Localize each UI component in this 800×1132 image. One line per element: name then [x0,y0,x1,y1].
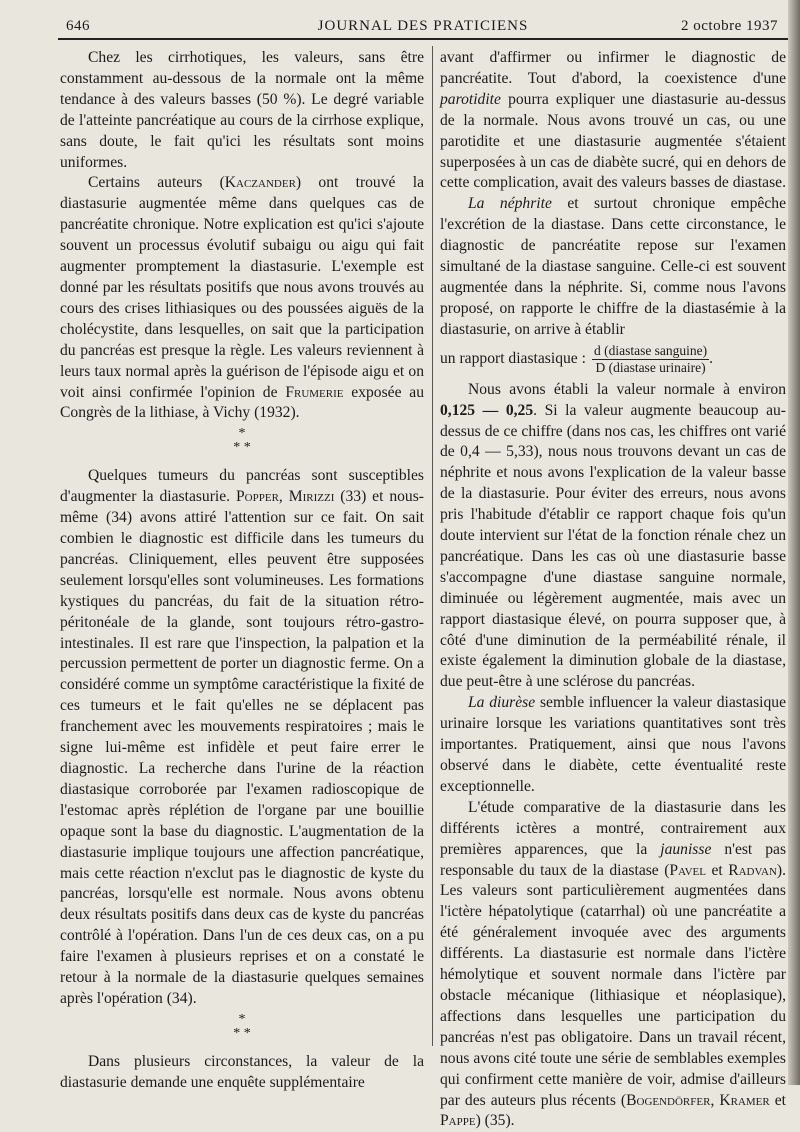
paragraph [440,798,786,1132]
formula-end: . [709,349,714,367]
text-run: Certains auteurs ( [88,174,225,192]
emphasis: La néphrite [468,195,552,213]
left-column [60,48,424,1094]
formula-label: un rapport diastasique : [440,349,586,367]
text-run: Nous avons établi la valeur normale à environ [468,380,786,398]
author-name: Pappe [440,1112,476,1130]
page-header [58,14,788,38]
bold-value: 0,125 — 0,25 [440,401,534,419]
fraction-numerator: d (diastase sanguine) [593,342,708,358]
paragraph: Chez les cirrhotiques, les valeurs, sans être constamment au-dessous de la normale ont la même tendance à des valeurs basses (50 %). Le degré variable de l'atteinte pancréatique au cours de la cirrhose explique, sans doute, le fait qu'ici les résultats sont moins uniformes. [60,49,424,171]
header-rule [58,38,788,40]
text-run: et surtout chronique empêche l'excrétion de la diastase. Dans cette circonstance, le diagnostic de pancréatite repose sur l'examen simultané de la diastase sanguine. Celle-ci est souvent augmentée dans la néphrite. Si, comme nous l'avons proposé, on rapporte le chiffre de la diastasémie à la diastasurie, on arrive à établir [440,195,786,338]
author-name: Frumerie [285,383,344,401]
text-run: et [769,1091,787,1109]
page-number: 646 [66,18,90,34]
paragraph: Dans plusieurs circonstances, la valeur de la diastasurie demande une enquête supplémentaire [60,1052,424,1091]
author-name: Radvan [728,861,777,879]
text-run: pourra expliquer une diastasurie au-dessus de la normale. Nous avons trouvé un cas, ou une parotidite et une diastasurie augmentée s'étaient superposées à un cas de diabète sucré, qui en dehors de cette complication, avait des valeurs basses de diastase. [440,90,786,192]
text-run: L'étude comparative de la diastasurie dans les différents ictères a montré, contrairement aux premières apparences, que la [440,798,786,858]
diastasic-ratio-formula [440,343,786,376]
section-separator [60,424,424,466]
text-run: et [706,861,729,879]
text-run: . Si la valeur augmente beaucoup au-dessus de ce chiffre (dans nos cas, les chiffres ont varié de 0,4 — 5,33), nous nous trouvons devant un cas de néphrite et nous avons l'explication de la valeur basse de la diastasurie. Pour éviter des erreurs, nous avons pris l'habitude d'établir ce rapport chaque fois qu'un doute intervient sur l'état de la fonction rénale chez un pancréatique. Dans les cas où une diastasurie basse s'accompagne d'une diastase sanguine normale, diminuée ou légèrement augmentée, mais avec un rapport diastasique élevé, on pourra supposer que, à côté d'une diminution de la perméabilité rénale, il existe également la diminution globale de la diastase, due peut-être à une sclérose du pancréas. [440,401,786,691]
author-name: Popper [236,488,279,506]
author-name: Pavel [669,861,706,879]
text-run: ) ont trouvé la diastasurie augmentée même dans quelques cas de pancréatite chronique. Notre explication est qu'ici s'ajoute souvent un processus évolutif subaigu ou aigu qui fait augmenter promptement la diastasurie. L'exemple est donné par les résultats positifs que nous avons trouvés au cours des crises lithiasiques ou des poussées aiguës de la cholécystite, dans lesquelles, on sait que la participation du pancréas est presque la règle. Les valeurs reviennent à leurs taux normal après la guérison de l'épisode aigu et on voit ainsi confirmée l'opinion de [60,174,424,401]
asterism-bottom: * * [233,1025,251,1041]
author-name: Kaczander [224,174,296,192]
text-run: (33) et nous-même (34) avons attiré l'attention sur ce fait. On sait combien le diagnostic est difficile dans les tumeurs du pancréas. Cliniquement, elles peuvent être supposées seulement lorsqu'elles sont volumineuses. Les formations kystiques du pancréas, du fait de la situation rétro-péritonéale de la glande, sont toujours rétro-gastro-intestinales. Il est rare que l'inspection, la palpation et la percussion permettent de porter un diagnostic ferme. On a considéré comme un symptôme caractéristique la fixité de ces tumeurs et le fait qu'elles ne se déplacent pas franchement avec les mouvements respiratoires ; mais le signe lui-même est infidèle et peut faire errer le diagnostic. La recherche dans l'urine de la réaction diastasique corroborée par l'examen radioscopique de l'estomac après réplétion de l'organe par une bouillie opaque sont la base du diagnostic. L'augmentation de la diastasurie implique toujours une affection pancréatique, mais cette réaction n'exclut pas le diagnostic de kyste du pancréas, lorsqu'elle est normale. Nous avons obtenu deux résultats positifs dans deux cas de kyste du pancréas contrôlé à l'opération. Dans l'un de ces deux cas, on a pu faire l'examen à plusieurs reprises et on a constaté le retour à la normale de la diastasurie quelques semaines après l'opération (34). [60,488,424,1007]
author-name: Kramer [719,1091,770,1109]
paragraph [440,380,786,694]
emphasis: parotidite [440,90,501,108]
paragraph [60,466,424,1010]
emphasis: La diurèse [468,694,536,712]
asterism-bottom: * * [233,440,251,456]
text-run: , [710,1091,720,1109]
journal-title: JOURNAL DES PRATICIENS [317,18,529,34]
issue-date: 2 octobre 1937 [681,18,778,34]
section-separator [60,1010,424,1052]
column-divider [432,46,433,1046]
paragraph [440,48,786,194]
right-column [440,48,786,1132]
page-edge-shadow [788,0,800,1085]
emphasis: jaunisse [660,840,712,858]
author-name: Mirizzi [288,488,335,506]
text-run: , [278,488,289,506]
text-run: ). Les valeurs sont particulièrement augmentées dans l'ictère hépatolytique (catarrhal) où une pancréatite a été généralement invoquée avec des arguments différents. La diastasurie est normale dans l'ictère hémolytique et souvent normale dans l'ictère par obstacle mécanique (lithiasique et néoplasique), affections dans lesquelles une participation du pancréas n'est pas obligatoire. Dans un travail récent, nous avons cité toute une série de semblables exemples qui confirment cette manière de voir, admise d'ailleurs par des auteurs plus récents ( [440,861,786,1109]
author-name: Bogendörfer [626,1091,711,1109]
text-run: exposée au Congrès de la lithiase, à Vichy (1932). [60,383,424,422]
asterism-top: * [238,426,246,442]
paragraph [440,194,786,340]
fraction [592,343,709,376]
text-run: ) (35). [475,1112,515,1130]
paragraph [60,173,424,424]
text-run: avant d'affirmer ou infirmer le diagnostic de pancréatite. Tout d'abord, la coexistence d'une [440,49,786,87]
text-run: semble influencer la valeur diastasique urinaire lorsque les variations quantitatives sont très importantes. Pratiquement, ainsi que nous l'avons observé dans le diabète, cette éventualité reste exceptionnelle. [440,694,786,795]
text-run: n'est pas responsable du taux de la diastase ( [440,840,787,879]
paragraph [440,693,786,798]
text-run: Quelques tumeurs du pancréas sont susceptibles d'augmenter la diastasurie. [60,467,424,506]
asterism-top: * [238,1011,246,1027]
fraction-denominator: D (diastase urinaire) [595,359,706,375]
